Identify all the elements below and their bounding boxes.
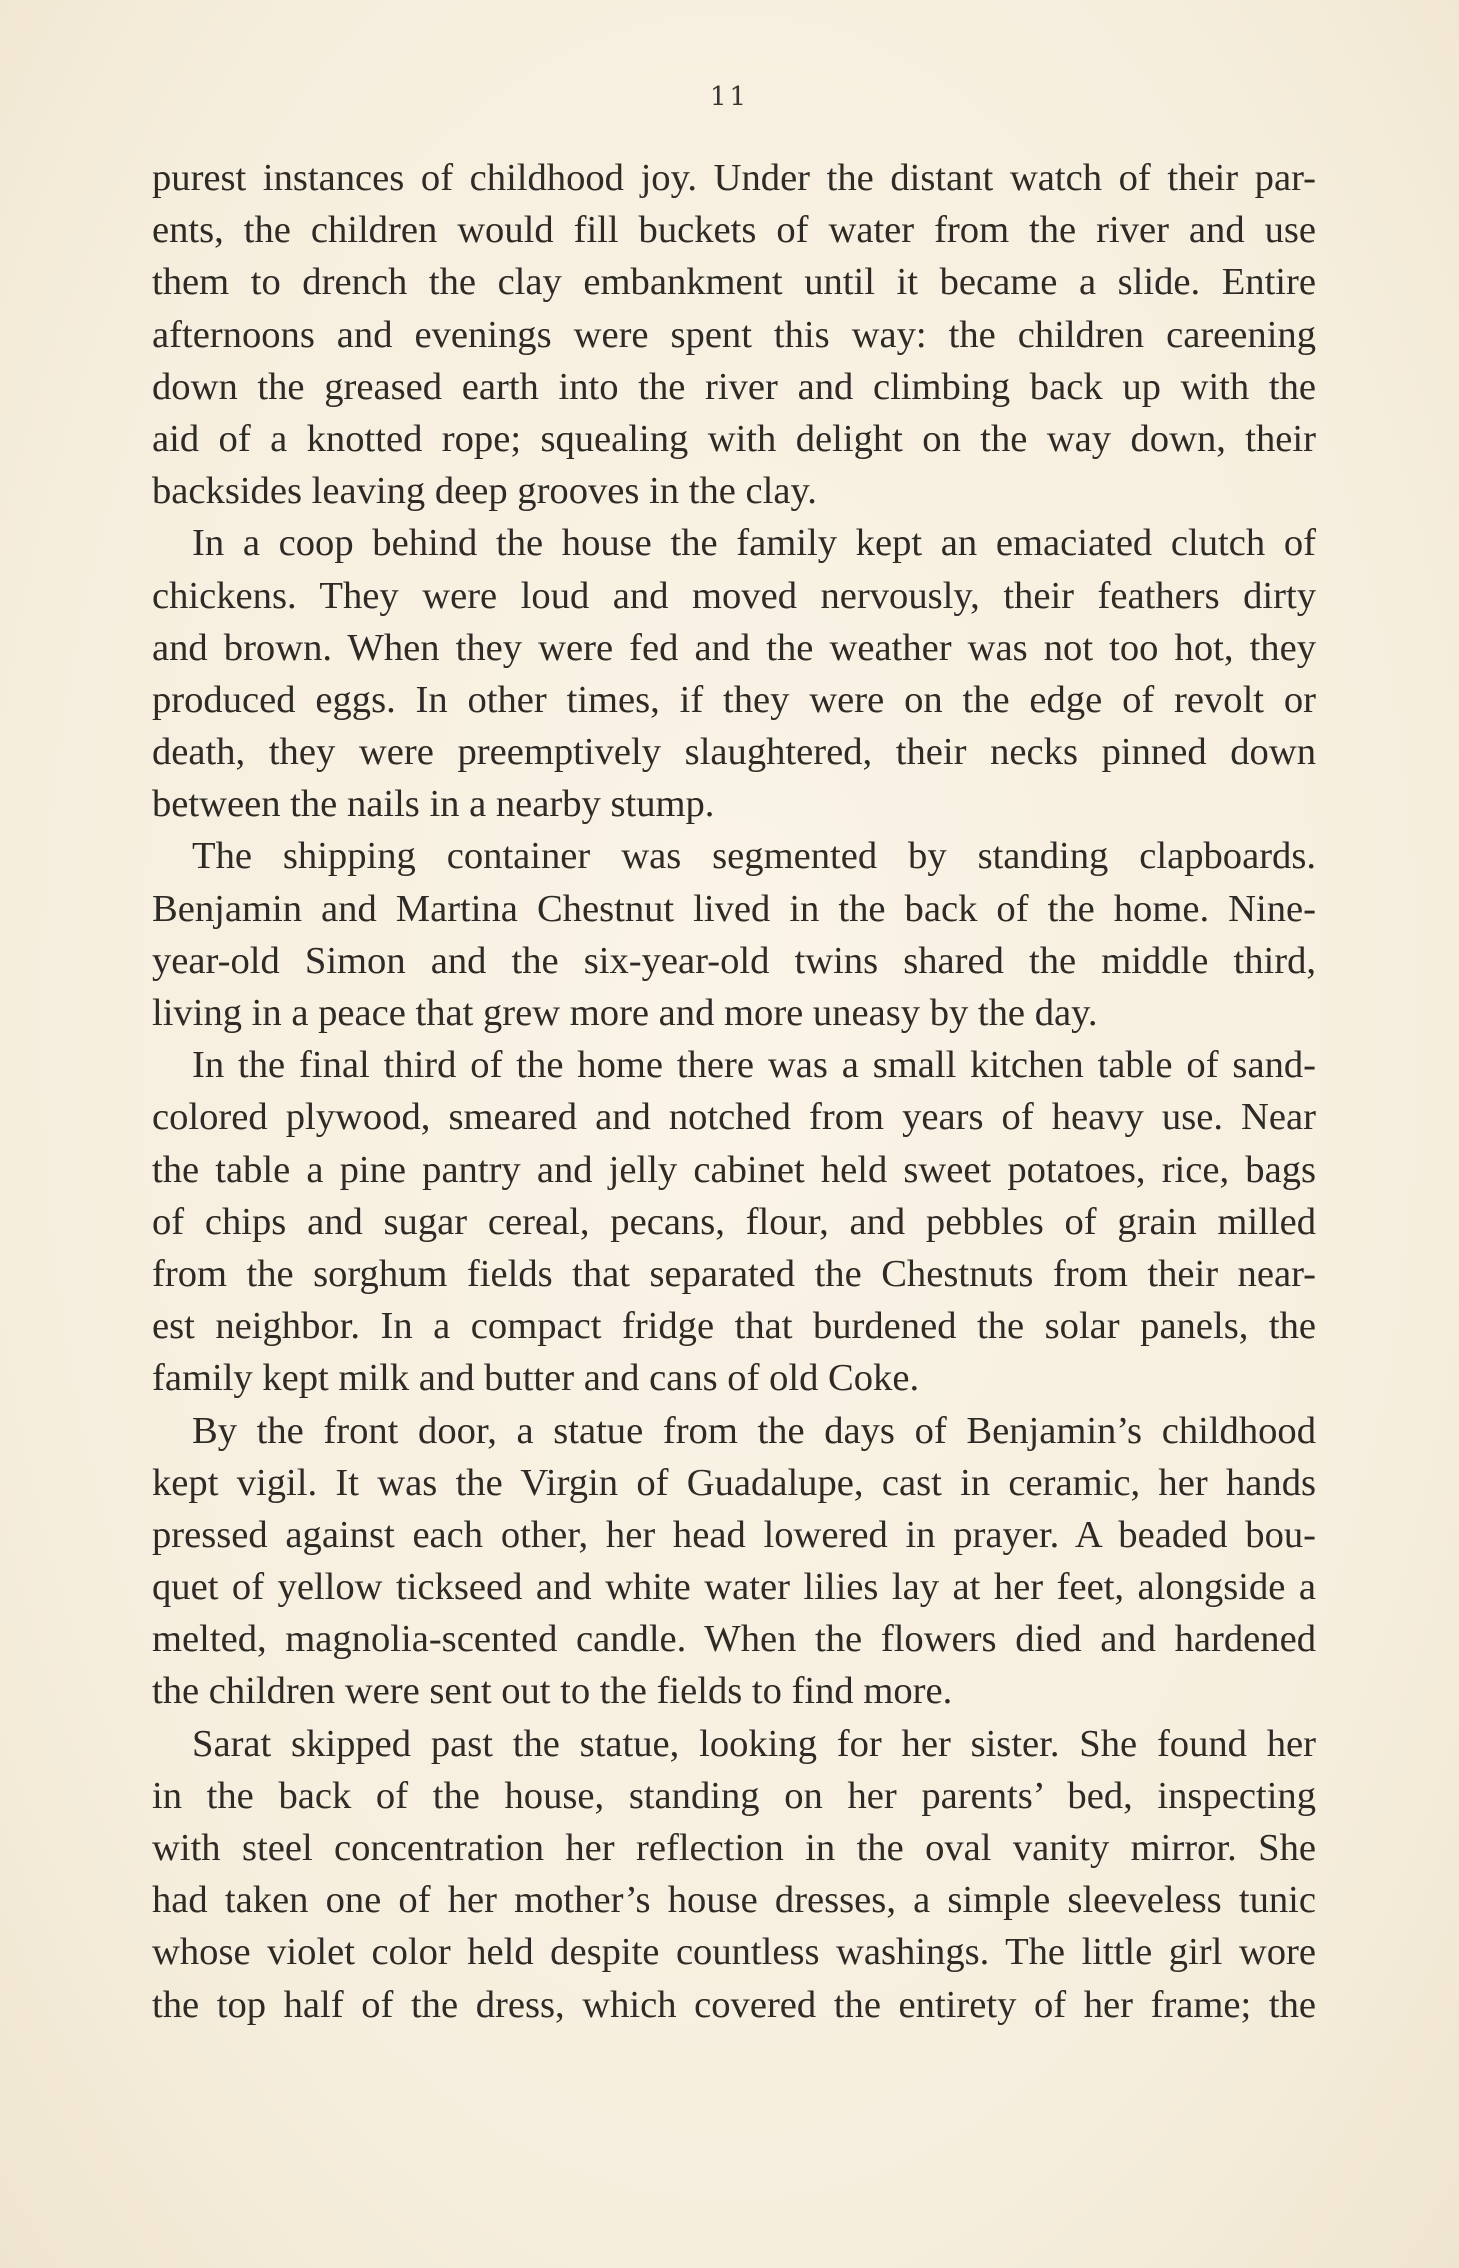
text-line: In a coop behind the house the family kept an emaciated clutch of bbox=[192, 522, 1316, 565]
text-line: est neighbor. In a compact fridge that burdened the solar panels, the bbox=[152, 1305, 1316, 1348]
text-line: Sarat skipped past the statue, looking for her sister. She found her bbox=[192, 1722, 1316, 1765]
text-line: and brown. When they were fed and the weather was not too hot, they bbox=[152, 626, 1316, 669]
text-line: had taken one of her mother’s house dresses, a simple sleeveless tunic bbox=[152, 1879, 1316, 1922]
text-line: death, they were preemptively slaughtered, their necks pinned down bbox=[152, 731, 1316, 774]
text-line: chickens. They were loud and moved nervously, their feathers dirty bbox=[152, 574, 1316, 617]
text-line: the top half of the dress, which covered the entirety of her frame; the bbox=[152, 1983, 1316, 2026]
text-line: the table a pine pantry and jelly cabinet held sweet potatoes, rice, bags bbox=[152, 1148, 1316, 1191]
text-line: living in a peace that grew more and more uneasy by the day. bbox=[152, 992, 1098, 1034]
text-line: in the back of the house, standing on her parents’ bed, inspecting bbox=[152, 1774, 1316, 1817]
text-line: Benjamin and Martina Chestnut lived in the back of the home. Nine- bbox=[152, 887, 1316, 930]
text-line: colored plywood, smeared and notched from years of heavy use. Near bbox=[152, 1096, 1316, 1139]
text-line: melted, magnolia-scented candle. When the flowers died and hardened bbox=[152, 1618, 1316, 1661]
body-text bbox=[152, 152, 1316, 2031]
text-line: the children were sent out to the fields to find more. bbox=[152, 1670, 953, 1713]
paragraph bbox=[152, 1718, 1316, 2031]
text-line: purest instances of childhood joy. Under the distant watch of their par- bbox=[152, 157, 1316, 199]
text-line: between the nails in a nearby stump. bbox=[152, 783, 715, 826]
page-number: 11 bbox=[709, 82, 750, 112]
text-line: family kept milk and butter and cans of old Coke. bbox=[152, 1357, 920, 1400]
text-line: afternoons and evenings were spent this way: the children careening bbox=[152, 313, 1316, 356]
paragraph bbox=[152, 1405, 1316, 1718]
paragraph bbox=[152, 1039, 1316, 1404]
text-line: year-old Simon and the six-year-old twins shared the middle third, bbox=[152, 939, 1316, 982]
text-line: with steel concentration her reflection in the oval vanity mirror. She bbox=[152, 1827, 1316, 1869]
text-line: produced eggs. In other times, if they were on the edge of revolt or bbox=[152, 678, 1316, 721]
text-line: whose violet color held despite countless washings. The little girl wore bbox=[152, 1931, 1316, 1974]
text-line: aid of a knotted rope; squealing with delight on the way down, their bbox=[152, 417, 1316, 460]
text-line: pressed against each other, her head lowered in prayer. A beaded bou- bbox=[152, 1513, 1316, 1556]
text-line: In the final third of the home there was a small kitchen table of sand- bbox=[192, 1044, 1316, 1087]
text-line: from the sorghum fields that separated the Chestnuts from their near- bbox=[152, 1252, 1316, 1295]
text-line: of chips and sugar cereal, pecans, flour, and pebbles of grain milled bbox=[152, 1200, 1316, 1243]
text-line: ents, the children would fill buckets of water from the river and use bbox=[152, 209, 1316, 252]
text-line: down the greased earth into the river and climbing back up with the bbox=[152, 365, 1316, 408]
paragraph bbox=[152, 830, 1316, 1039]
text-line: backsides leaving deep grooves in the clay. bbox=[152, 470, 817, 513]
text-line: kept vigil. It was the Virgin of Guadalupe, cast in ceramic, her hands bbox=[152, 1461, 1316, 1504]
paragraph bbox=[152, 517, 1316, 830]
text-line: quet of yellow tickseed and white water lilies lay at her feet, alongside a bbox=[152, 1566, 1316, 1609]
text-line: them to drench the clay embankment until it became a slide. Entire bbox=[152, 261, 1316, 304]
text-line: By the front door, a statue from the days of Benjamin’s childhood bbox=[192, 1409, 1316, 1452]
paragraph bbox=[152, 152, 1316, 517]
text-line: The shipping container was segmented by standing clapboards. bbox=[192, 835, 1316, 878]
